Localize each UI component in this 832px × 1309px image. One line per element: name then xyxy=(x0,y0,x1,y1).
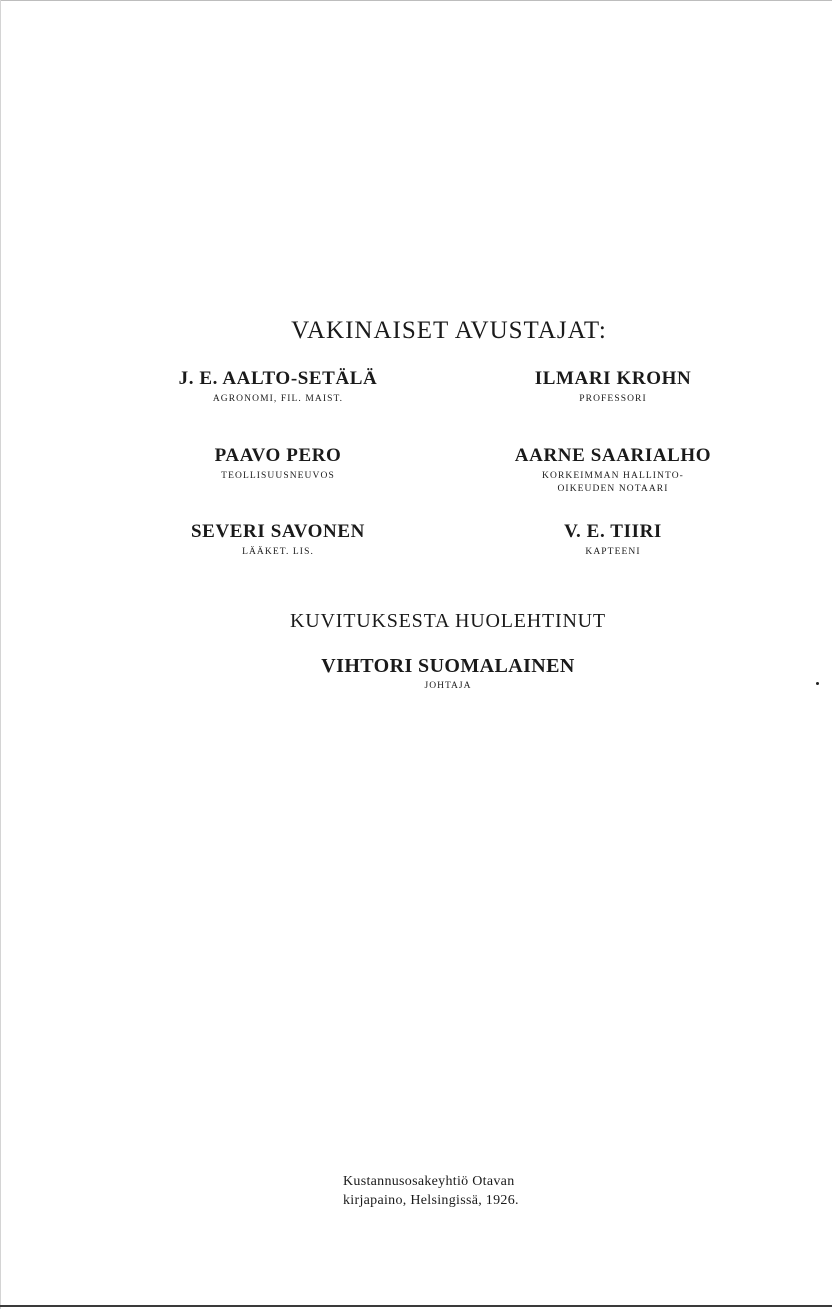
contributor-entry xyxy=(138,446,418,483)
page-edge-left xyxy=(0,0,1,1309)
contributor-title: KAPTEENI xyxy=(585,547,641,557)
contributor-name: ILMARI KROHN xyxy=(534,368,692,389)
paper-speck xyxy=(816,682,819,685)
contributor-name: SEVERI SAVONEN xyxy=(191,521,365,542)
printer-imprint xyxy=(343,1172,519,1210)
contributor-name: V. E. TIIRI xyxy=(564,521,662,542)
page-edge-top xyxy=(0,0,832,1)
illustrator-name: VIHTORI SUOMALAINEN xyxy=(321,655,575,677)
contributor-name: PAAVO PERO xyxy=(214,445,342,466)
page-heading: VAKINAISET AVUSTAJAT: xyxy=(291,317,607,344)
contributor-entry xyxy=(473,446,753,496)
contributor-name: J. E. AALTO-SETÄLÄ xyxy=(178,368,378,389)
contributor-entry xyxy=(138,522,418,559)
contributor-title: AGRONOMI, FIL. MAIST. xyxy=(212,394,344,404)
contributor-entry xyxy=(473,522,753,559)
contributor-title-line: KORKEIMMAN HALLINTO- xyxy=(542,471,684,481)
contributor-entry xyxy=(138,369,418,406)
page-edge-bottom xyxy=(0,1305,832,1307)
illustration-heading: KUVITUKSESTA HUOLEHTINUT xyxy=(290,610,606,632)
contributor-name: AARNE SAARIALHO xyxy=(514,445,712,466)
contributor-title: LÄÄKET. LIS. xyxy=(242,547,314,557)
contributor-title: TEOLLISUUSNEUVOS xyxy=(221,471,335,481)
contributor-title-line: OIKEUDEN NOTAARI xyxy=(557,484,669,494)
contributor-title xyxy=(473,470,753,496)
contributor-title: PROFESSORI xyxy=(579,394,647,404)
imprint-line: kirjapaino, Helsingissä, 1926. xyxy=(343,1193,519,1208)
contributor-entry xyxy=(473,369,753,406)
illustrator-entry xyxy=(0,656,832,691)
imprint-line: Kustannusosakeyhtiö Otavan xyxy=(343,1174,515,1189)
illustrator-title: JOHTAJA xyxy=(424,681,472,691)
